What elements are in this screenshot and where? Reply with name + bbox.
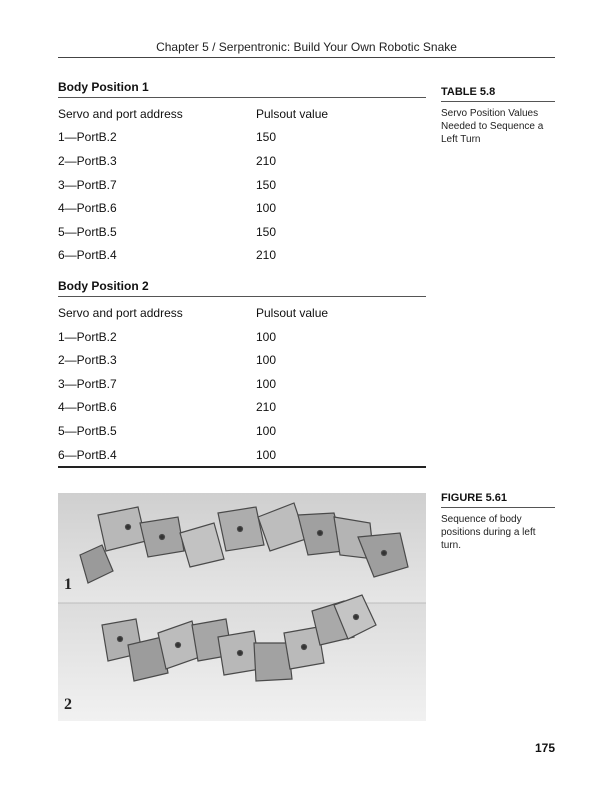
body-position-title: Body Position 1 [58, 80, 426, 98]
value-cell: 100 [256, 353, 277, 368]
body-position-1 [58, 80, 426, 267]
value-cell: 100 [256, 423, 277, 438]
table-header-row [58, 301, 426, 325]
table-row [58, 244, 426, 268]
figure-caption-text: Sequence of body positions during a left turn. [441, 514, 536, 551]
column-header-pulsout: Pulsout value [256, 106, 329, 121]
servo-cell: 4—PortB.6 [58, 400, 117, 415]
table-row [58, 196, 426, 220]
value-cell: 100 [256, 376, 277, 391]
figure-photo [58, 493, 426, 721]
table-caption-text: Servo Position Values Needed to Sequence a Left Turn [441, 108, 544, 145]
column-header-servo: Servo and port address [58, 106, 183, 121]
figure-caption [441, 492, 555, 552]
page-number: 175 [534, 741, 555, 755]
body-position-2 [58, 279, 426, 468]
table-row [58, 173, 426, 197]
figure-label: FIGURE 5.61 [441, 492, 555, 508]
table-row [58, 220, 426, 244]
column-header-servo: Servo and port address [58, 305, 183, 320]
value-cell: 100 [256, 447, 277, 462]
servo-cell: 2—PortB.3 [58, 353, 117, 368]
table-row [58, 149, 426, 173]
value-cell: 150 [256, 130, 277, 145]
table-row [58, 372, 426, 396]
table-label: TABLE 5.8 [441, 86, 555, 102]
table-row [58, 325, 426, 349]
snake-photo-illustration [58, 493, 426, 721]
servo-cell: 6—PortB.4 [58, 447, 117, 462]
column-header-pulsout: Pulsout value [256, 305, 329, 320]
servo-cell: 3—PortB.7 [58, 177, 117, 192]
servo-cell: 2—PortB.3 [58, 153, 117, 168]
header-rule [58, 57, 555, 58]
table-header-row [58, 102, 426, 126]
value-cell: 150 [256, 177, 277, 192]
servo-table [58, 80, 426, 480]
servo-cell: 5—PortB.5 [58, 423, 117, 438]
value-cell: 210 [256, 400, 277, 415]
table-row [58, 126, 426, 150]
body-position-title: Body Position 2 [58, 279, 426, 297]
table-row [58, 419, 426, 443]
servo-cell: 3—PortB.7 [58, 376, 117, 391]
servo-cell: 5—PortB.5 [58, 224, 117, 239]
value-cell: 100 [256, 329, 277, 344]
servo-cell: 4—PortB.6 [58, 201, 117, 216]
running-header: Chapter 5 / Serpentronic: Build Your Own Robotic Snake [156, 40, 457, 54]
servo-cell: 1—PortB.2 [58, 329, 117, 344]
servo-cell: 6—PortB.4 [58, 248, 117, 263]
panel-2-label: 2 [64, 696, 72, 713]
value-cell: 150 [256, 224, 277, 239]
table-caption [441, 86, 555, 146]
table-row [58, 443, 426, 469]
panel-1-label: 1 [64, 576, 72, 593]
value-cell: 210 [256, 248, 277, 263]
table-row [58, 396, 426, 420]
table-row [58, 348, 426, 372]
value-cell: 100 [256, 201, 277, 216]
servo-cell: 1—PortB.2 [58, 130, 117, 145]
value-cell: 210 [256, 153, 277, 168]
